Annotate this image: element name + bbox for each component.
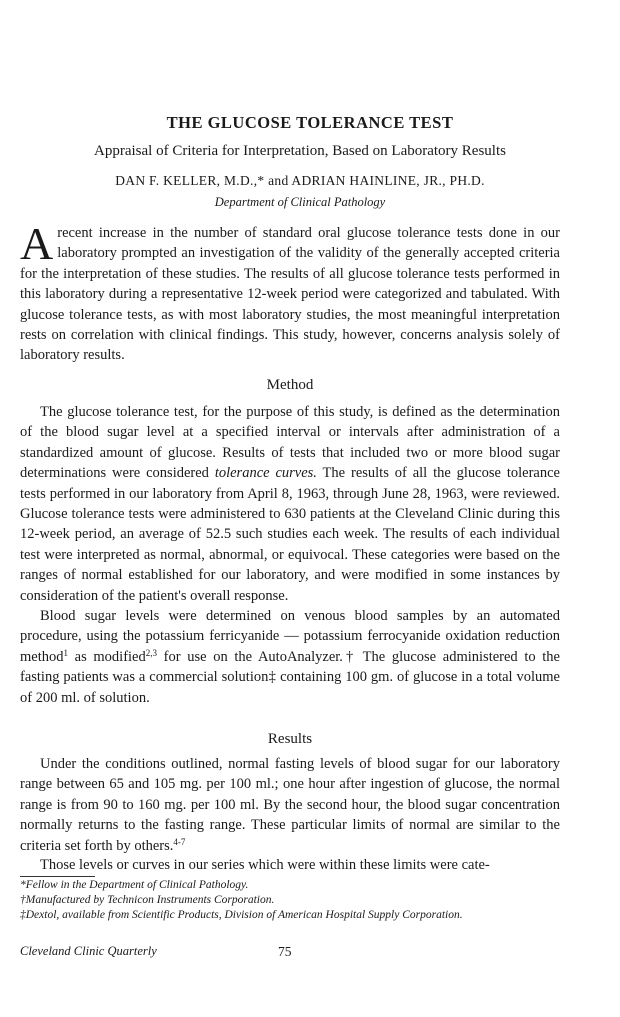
- method-p1-text-a: The glucose tolerance test, for the purpose of this study, is defined as the determination of the blood sugar level at a specified interval or intervals after administration of a standardized amount of glucose. Results of tests that included two or more blood sugar determinations were considered: [20, 404, 560, 482]
- intro-paragraph: [20, 218, 560, 366]
- footnote-divider: [20, 876, 95, 877]
- article-title: THE GLUCOSE TOLERANCE TEST: [166, 113, 454, 132]
- article-subtitle: Appraisal of Criteria for Interpretation, Based on Laboratory Results: [94, 143, 506, 159]
- authors: DAN F. KELLER, M.D.,* and ADRIAN HAINLINE, JR., PH.D.: [115, 173, 485, 188]
- footnote-2: †Manufactured by Technicon Instruments Corporation.: [20, 894, 275, 906]
- citation-superscript: 1: [63, 647, 68, 658]
- method-paragraph-2: [20, 606, 560, 708]
- intro-text: recent increase in the number of standard oral glucose tolerance tests done in our laboratory prompted an investigation of the validity of the generally accepted criteria for the interpretation of these studies. The results of all glucose tolerance tests performed in this laboratory during a representative 12-week period were categorized and tabulated. With glucose tolerance tests, as with most laboratory studies, the most meaningful interpretation rests on correlation with clinical findings. This study, however, concerns analysis solely of laboratory results.: [20, 225, 560, 364]
- drop-cap: A: [20, 218, 54, 269]
- affiliation: Department of Clinical Pathology: [214, 195, 386, 209]
- method-p1-text-b: The results of all the glucose tolerance tests performed in our laboratory from April 8, 1963, through June 28, 1963, were reviewed. Glucose tolerance tests were administered to 630 patients at the Cleveland Clinic during this 12-week period, an average of 52.5 such studies each week. The results of each individual test were interpreted as normal, abnormal, or equivocal. These categories were based on the ranges of normal established for our laboratory, and were modified in some instances by consideration of the patient's overall response.: [20, 465, 560, 604]
- method-p2-text-c: for use on the AutoAnalyzer.† The glucose administered to the fasting patients was a commercial solution‡ containing 100 gm. of glucose in a total volume of 200 ml. of solution.: [20, 648, 560, 706]
- method-heading: Method: [266, 377, 314, 393]
- results-paragraph-1: [20, 754, 560, 856]
- results-p1-text: Under the conditions outlined, normal fasting levels of blood sugar for our laboratory range between 65 and 105 mg. per 100 ml.; one hour after ingestion of glucose, the normal range is from 90 to 160 mg. per 100 ml. By the second hour, the blood sugar concentration normally returns to the fasting range. These particular limits of normal are similar to the criteria set forth by others.: [20, 756, 560, 854]
- method-p1-italic: tolerance curves.: [214, 465, 317, 482]
- footnote-3: ‡Dextol, available from Scientific Products, Division of American Hospital Supply Corporation.: [20, 909, 463, 921]
- results-paragraph-2: Those levels or curves in our series which were within these limits were cate-: [40, 857, 490, 873]
- footnote-1: *Fellow in the Department of Clinical Pathology.: [20, 879, 249, 891]
- results-heading: Results: [267, 731, 313, 747]
- citation-superscript: 4-7: [173, 836, 186, 847]
- method-p2-text-a: Blood sugar levels were determined on venous blood samples by an automated procedure, using the potassium ferricyanide — potassium ferrocyanide oxidation reduction method: [20, 608, 560, 665]
- citation-superscript: 2,3: [145, 647, 157, 658]
- journal-name: Cleveland Clinic Quarterly: [20, 944, 157, 958]
- method-p2-text-b: as modified: [68, 648, 146, 665]
- page-number: 75: [278, 944, 292, 959]
- method-paragraph-1: [20, 402, 560, 606]
